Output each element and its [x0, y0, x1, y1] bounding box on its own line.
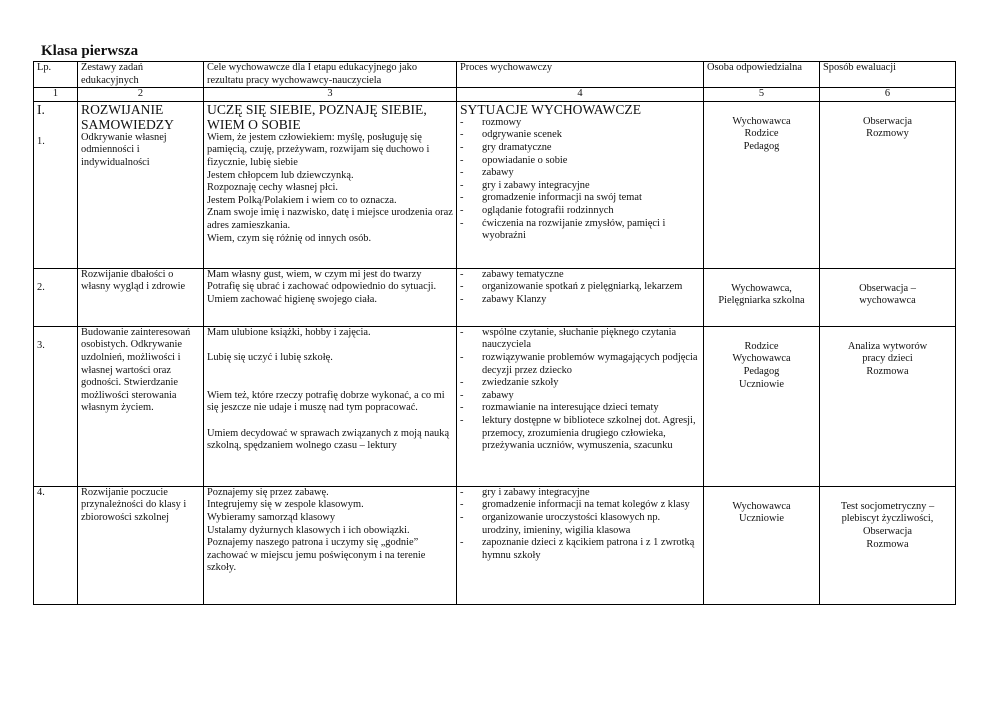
proces-item: - gromadzenie informacji na swój temat: [460, 192, 700, 205]
cel-line: Integrujemy się w zespole klasowym.: [207, 499, 364, 511]
proces-item: - rozmowy: [460, 117, 700, 130]
sposob-line: Obserwacja: [862, 525, 913, 537]
row-number: 4.: [37, 486, 45, 498]
sposob-line: Analiza wytworów: [847, 340, 928, 352]
proces-item: - zabawy tematyczne: [460, 269, 700, 282]
sposob-cell: [820, 486, 956, 604]
proces-item: - organizowanie uroczystości klasowych np. urodziny, imieniny, wigilia klasowa: [460, 512, 700, 537]
zestaw-cell: [78, 101, 204, 268]
proces-item: - rozmawianie na interesujące dzieci tematy: [460, 402, 700, 415]
table-row: [34, 268, 956, 326]
cel-line: Wiem, czym się różnię od innych osób.: [207, 232, 372, 244]
proces-item: - rozwiązywanie problemów wymagających podjęcia decyzji przez dziecko: [460, 352, 700, 377]
osoba-line: Wychowawca,: [731, 282, 792, 294]
proces-cell: [457, 101, 704, 268]
osoba-line: Wychowawca: [732, 500, 791, 512]
proces-item: - odgrywanie scenek: [460, 129, 700, 142]
proces-item: - wspólne czytanie, słuchanie pięknego czytania nauczyciela: [460, 327, 700, 352]
table-row: [34, 486, 956, 604]
page-title: Klasa pierwsza: [41, 43, 139, 59]
zestaw-text: Rozwijanie dbałości o własny wygląd i zdrowie: [78, 268, 204, 326]
cel-line: Umiem zachować higienę swojego ciała.: [207, 293, 377, 305]
col-number: 6: [820, 88, 956, 102]
row-number-cell: [34, 326, 78, 486]
proces-item: - organizowanie spotkań z pielęgniarką, lekarzem: [460, 281, 700, 294]
sposob-cell: [820, 101, 956, 268]
osoba-cell: [704, 326, 820, 486]
col-number: 1: [34, 88, 78, 102]
osoba-line: Pedagog: [743, 140, 780, 152]
col-number: 5: [704, 88, 820, 102]
header-cele: Cele wychowawcze dla I etapu edukacyjnego jako rezultatu pracy wychowawcy-nauczyciela: [204, 62, 457, 88]
header-sposob: Sposób ewaluacji: [820, 62, 956, 88]
zestaw-text: Rozwijanie poczucie przynależności do klasy i zbiorowości szkolnej: [78, 486, 204, 604]
table-row: [34, 101, 956, 268]
osoba-cell: [704, 101, 820, 268]
cel-line: Potrafię się ubrać i zachować odpowiednio do sytuacji.: [207, 281, 437, 293]
osoba-line: Rodzice: [744, 128, 779, 140]
zestaw-text: Budowanie zainteresowań osobistych. Odkrywanie uzdolnień, możliwości i własnej wartości oraz godności. Stwierdzanie możliwości sterowania własnym życiem.: [78, 326, 204, 486]
col-number: 4: [457, 88, 704, 102]
cel-line: Lubię się uczyć i lubię szkołę.: [207, 351, 333, 363]
header-lp: Lp.: [34, 62, 78, 88]
cel-line: Wybieramy samorząd klasowy: [207, 511, 336, 523]
proces-cell: [457, 486, 704, 604]
cel-line: Jestem chłopcem lub dziewczynką.: [207, 169, 354, 181]
sposob-cell: [820, 268, 956, 326]
proces-item: - oglądanie fotografii rodzinnych: [460, 205, 700, 218]
proces-item: - zwiedzanie szkoły: [460, 377, 700, 390]
proces-item: - ćwiczenia na rozwijanie zmysłów, pamięci i wyobraźni: [460, 218, 700, 243]
cele-cell: [204, 326, 457, 486]
osoba-cell: [704, 486, 820, 604]
col-number: 2: [78, 88, 204, 102]
cel-line: Znam swoje imię i nazwisko, datę i miejsce urodzenia oraz adres zamieszkania.: [207, 207, 453, 231]
proces-cell: [457, 326, 704, 486]
zestaw-text: Odkrywanie własnej odmienności i indywidualności: [81, 131, 167, 168]
proces-cell: [457, 268, 704, 326]
plan-table: [33, 61, 956, 605]
osoba-cell: [704, 268, 820, 326]
header-zestawy: Zestawy zadań edukacyjnych: [78, 62, 204, 88]
proces-item: - zapoznanie dzieci z kącikiem patrona i z 1 zwrotką hymnu szkoły: [460, 537, 700, 562]
cel-line: Jestem Polką/Polakiem i wiem co to oznacza.: [207, 194, 397, 206]
sposob-line: Obserwacja: [862, 115, 913, 127]
column-number-row: [34, 88, 956, 102]
sposob-line: wychowawca: [859, 295, 916, 307]
proces-item: - gry i zabawy integracyjne: [460, 180, 700, 193]
row-number-cell: [34, 101, 78, 268]
osoba-line: Rodzice: [744, 340, 779, 352]
row-number: 2.: [37, 281, 45, 293]
proces-list: [460, 269, 700, 307]
section-proces: SYTUACJE WYCHOWAWCZE: [460, 101, 642, 117]
section-zestaw: ROZWIJANIE SAMOWIEDZY: [81, 101, 174, 132]
proces-list: [460, 487, 700, 563]
proces-item: - gromadzenie informacji na temat kolegów z klasy: [460, 499, 700, 512]
proces-item: - zabawy: [460, 167, 700, 180]
cele-cell: [204, 101, 457, 268]
osoba-line: Uczniowie: [738, 513, 784, 525]
osoba-line: Wychowawca: [732, 115, 791, 127]
cel-line: Umiem decydować w sprawach związanych z moją nauką szkolną, spędzaniem wolnego czasu – lektury: [207, 427, 450, 452]
sposob-line: Test socjometryczny –: [840, 500, 935, 512]
proces-item: - opowiadanie o sobie: [460, 155, 700, 168]
proces-item: - gry dramatyczne: [460, 142, 700, 155]
sposob-line: Obserwacja –: [859, 282, 916, 294]
row-number: 3.: [37, 339, 45, 351]
sposob-line: pracy dzieci: [862, 353, 913, 365]
row-number-cell: [34, 486, 78, 604]
sposob-line: Rozmowa: [866, 538, 909, 550]
proces-item: - zabawy: [460, 390, 700, 403]
sposob-line: Rozmowa: [866, 365, 909, 377]
section-number: I.: [37, 101, 45, 117]
cel-line: Rozpoznaję cechy własnej płci.: [207, 182, 338, 194]
proces-item: - gry i zabawy integracyjne: [460, 487, 700, 500]
sposob-cell: [820, 326, 956, 486]
row-number-cell: [34, 268, 78, 326]
proces-item: - zabawy Klanzy: [460, 294, 700, 307]
proces-item: - lektury dostępne w bibliotece szkolnej dot. Agresji, przemocy, zrozumienia drugiego człowieka, przeżywania uczniów, wymuszenia, szacunku: [460, 415, 700, 453]
sposob-line: Rozmowy: [866, 128, 909, 140]
cel-line: Mam własny gust, wiem, w czym mi jest do twarzy: [207, 268, 422, 280]
sposob-line: plebiscyt życzliwości,: [841, 513, 934, 525]
osoba-line: Uczniowie: [738, 378, 784, 390]
osoba-line: Pielęgniarka szkolna: [718, 295, 805, 307]
cel-line: Mam ulubione książki, hobby i zajęcia.: [207, 326, 371, 338]
cel-line: Wiem też, które rzeczy potrafię dobrze wykonać, a co mi się jeszcze nie udaje i muszę nad tym popracować.: [207, 389, 445, 414]
osoba-line: Wychowawca: [732, 353, 791, 365]
cel-line: Wiem, że jestem człowiekiem: myślę, posługuję się pamięcią, czuję, przeżywam, rozwijam się duchowo i fizycznie, lubię siebie: [207, 131, 430, 168]
cele-cell: [204, 268, 457, 326]
header-row: [34, 62, 956, 88]
header-osoba: Osoba odpowiedzialna: [704, 62, 820, 88]
section-cel: UCZĘ SIĘ SIEBIE, POZNAJĘ SIEBIE, WIEM O SOBIE: [207, 101, 427, 132]
cele-cell: [204, 486, 457, 604]
cel-line: Poznajemy się przez zabawę.: [207, 486, 329, 498]
cel-line: Poznajemy naszego patrona i uczymy się „godnie” zachować w miejscu jemu poświęconym i na terenie szkoły.: [207, 537, 426, 574]
header-proces: Proces wychowawczy: [457, 62, 704, 88]
proces-list: [460, 327, 700, 453]
cel-line: Ustalamy dyżurnych klasowych i ich obowiązki.: [207, 524, 410, 536]
col-number: 3: [204, 88, 457, 102]
table-row: [34, 326, 956, 486]
row-number: 1.: [37, 136, 45, 148]
proces-list: [460, 117, 700, 243]
osoba-line: Pedagog: [743, 365, 780, 377]
